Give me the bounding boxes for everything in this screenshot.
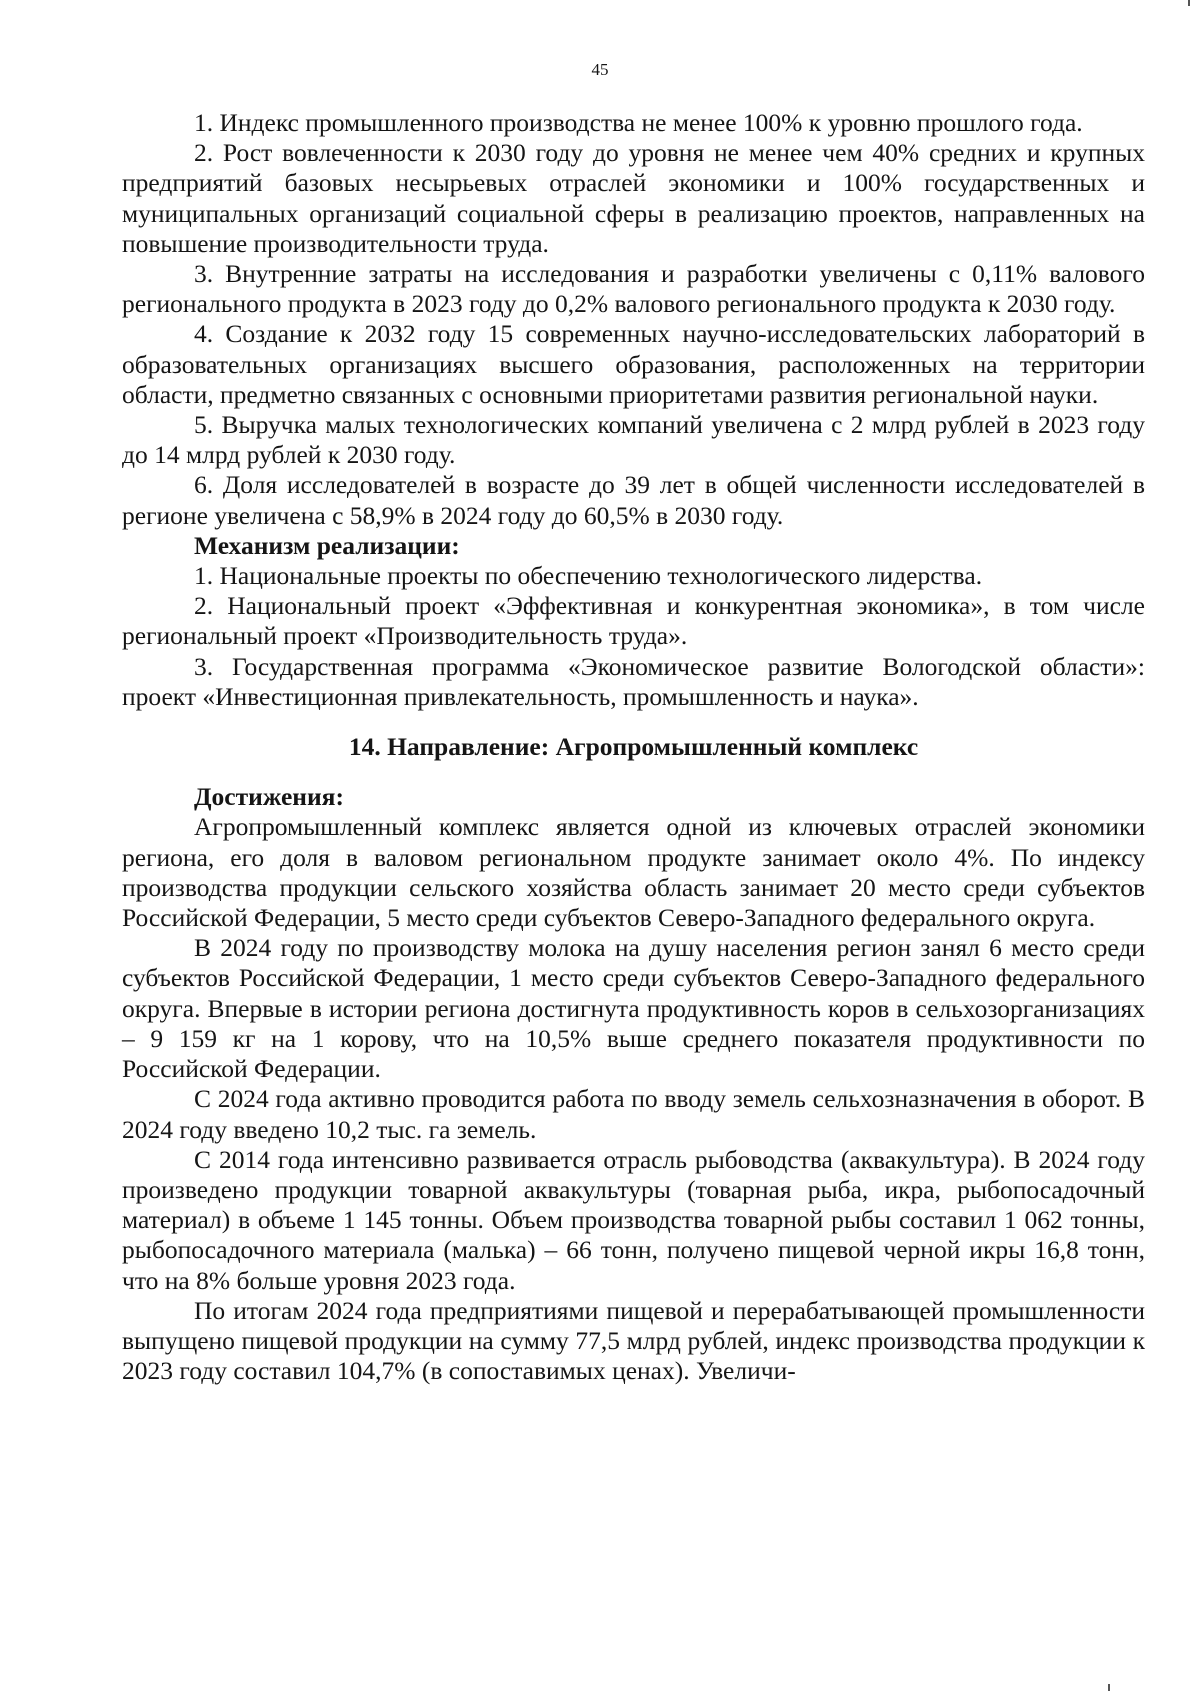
section-paragraph: С 2024 года активно проводится работа по вводу земель сельхозназначения в оборот. В 2024 году введено 10,2 тыс. га земель. <box>122 1084 1145 1144</box>
indicator-item: 2. Рост вовлеченности к 2030 году до уровня не менее чем 40% средних и крупных предприятий базовых несырьевых отраслей экономики и 100% государственных и муниципальных организаций социальной сферы в реализацию проектов, направленных на повышение производительности труда. <box>122 138 1145 258</box>
mechanism-item: 1. Национальные проекты по обеспечению технологического лидерства. <box>194 561 983 591</box>
section-paragraph: С 2014 года интенсивно развивается отрасль рыбоводства (аквакультура). В 2024 году произведено продукции товарной аквакультуры (товарная рыба, икра, рыбопосадочный материал) в объеме 1 145 тонны. Объем производства товарной рыбы составил 1 062 тонны, рыбопосадочного материала (малька) – 66 тонн, получено пищевой черной икры 16,8 тонн, что на 8% больше уровня 2023 года. <box>122 1144 1145 1295</box>
scan-mark-top <box>1188 0 1190 6</box>
mechanism-item: 2. Национальный проект «Эффективная и конкурентная экономика», в том числе региональный проект «Производительность труда». <box>122 591 1145 651</box>
mechanism-heading: Механизм реализации: <box>194 530 460 560</box>
mechanism-item: 3. Государственная программа «Экономическое развитие Вологодской области»: проект «Инвестиционная привлекательность, промышленность и наука». <box>122 651 1145 711</box>
section-paragraph: Агропромышленный комплекс является одной из ключевых отраслей экономики региона, его доля в валовом региональном продукте занимает около 4%. По индексу производства продукции сельского хозяйства область занимает 20 место среди субъектов Российской Федерации, 5 место среди субъектов Северо-Западного федерального округа. <box>122 812 1145 933</box>
page-number: 45 <box>591 60 609 79</box>
achievements-heading: Достижения: <box>194 782 344 812</box>
scan-mark-bottom <box>1108 1684 1110 1691</box>
section-title: 14. Направление: Агропромышленный комплекс <box>348 732 919 762</box>
indicator-item: 6. Доля исследователей в возрасте до 39 лет в общей численности исследователей в регионе увеличена с 58,9% в 2024 году до 60,5% в 2030 году. <box>122 470 1145 530</box>
indicator-item: 4. Создание к 2032 году 15 современных научно-исследовательских лабораторий в образовательных организациях высшего образования, расположенных на территории области, предметно связанных с основными приоритетами развития региональной науки. <box>122 319 1145 409</box>
section-paragraph: В 2024 году по производству молока на душу населения регион занял 6 место среди субъектов Российской Федерации, 1 место среди субъектов Северо-Западного федерального округа. Впервые в истории региона достигнута продуктивность коров в сельхозорганизациях – 9 159 кг на 1 корову, что на 10,5% выше среднего показателя продуктивности по Российской Федерации. <box>122 933 1145 1084</box>
indicator-item: 3. Внутренние затраты на исследования и разработки увеличены с 0,11% валового регионального продукта в 2023 году до 0,2% валового регионального продукта к 2030 году. <box>122 259 1145 319</box>
document-body <box>122 108 1145 1386</box>
indicator-item: 1. Индекс промышленного производства не менее 100% к уровню прошлого года. <box>194 108 1083 137</box>
indicator-item: 5. Выручка малых технологических компаний увеличена с 2 млрд рублей в 2023 году до 14 млрд рублей к 2030 году. <box>122 410 1145 470</box>
section-paragraph: По итогам 2024 года предприятиями пищевой и перерабатывающей промышленности выпущено пищевой продукции на сумму 77,5 млрд рублей, индекс производства продукции к 2023 году составил 104,7% (в сопоставимых ценах). Увеличи- <box>122 1295 1145 1386</box>
